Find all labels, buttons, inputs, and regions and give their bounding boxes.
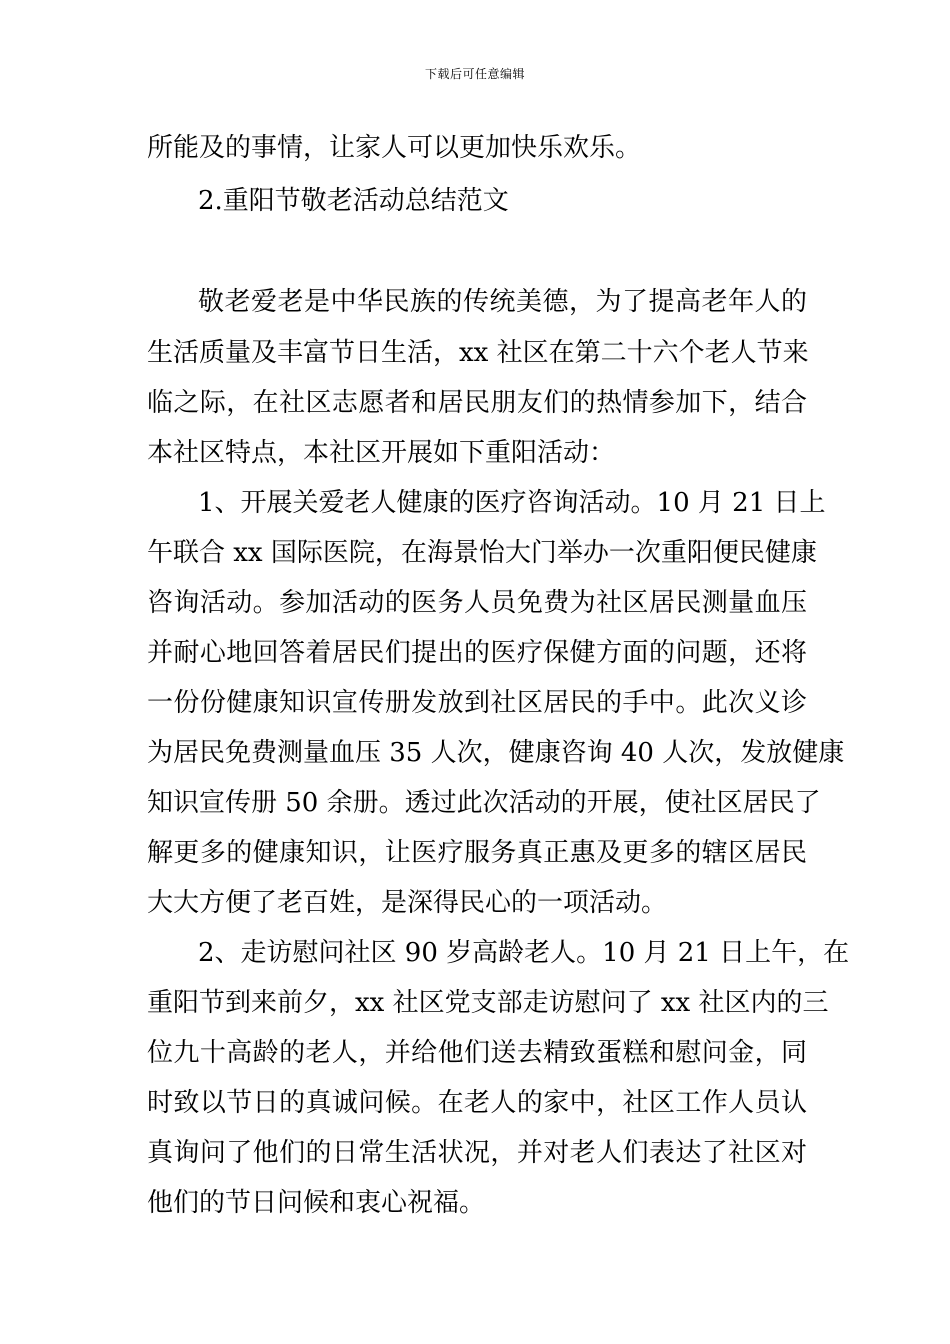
body-line: 午联合 xx 国际医院，在海景怡大门举办一次重阳便民健康 — [147, 538, 817, 568]
body-line: 敬老爱老是中华民族的传统美德，为了提高老年人的 — [198, 287, 807, 317]
body-line: 大大方便了老百姓，是深得民心的一项活动。 — [147, 888, 668, 918]
body-line: 他们的节日问候和衷心祝福。 — [147, 1188, 486, 1218]
body-line: 一份份健康知识宣传册发放到社区居民的手中。此次义诊 — [147, 688, 807, 718]
body-line: 位九十高龄的老人，并给他们送去精致蛋糕和慰问金，同 — [147, 1038, 807, 1068]
body-line: 时致以节日的真诚问候。在老人的家中，社区工作人员认 — [147, 1088, 807, 1118]
body-line: 重阳节到来前夕，xx 社区党支部走访慰问了 xx 社区内的三 — [147, 988, 829, 1018]
page-header-note: 下载后可任意编辑 — [424, 67, 525, 81]
body-line: 本社区特点，本社区开展如下重阳活动： — [147, 438, 616, 468]
body-line: 1、开展关爱老人健康的医疗咨询活动。10 月 21 日上 — [198, 488, 826, 518]
body-line: 咨询活动。参加活动的医务人员免费为社区居民测量血压 — [147, 588, 807, 618]
body-line: 为居民免费测量血压 35 人次，健康咨询 40 人次，发放健康 — [147, 738, 845, 768]
body-line: 生活质量及丰富节日生活，xx 社区在第二十六个老人节来 — [147, 338, 809, 368]
body-line: 所能及的事情，让家人可以更加快乐欢乐。 — [147, 133, 642, 163]
body-line: 解更多的健康知识，让医疗服务真正惠及更多的辖区居民 — [147, 838, 807, 868]
body-line: 知识宣传册 50 余册。透过此次活动的开展，使社区居民了 — [147, 788, 821, 818]
section-heading: 2.重阳节敬老活动总结范文 — [198, 186, 509, 216]
body-line: 真询问了他们的日常生活状况，并对老人们表达了社区对 — [147, 1138, 807, 1168]
body-line: 2、走访慰问社区 90 岁高龄老人。10 月 21 日上午，在 — [198, 938, 850, 968]
body-line: 并耐心地回答着居民们提出的医疗保健方面的问题，还将 — [147, 638, 807, 668]
body-line: 临之际，在社区志愿者和居民朋友们的热情参加下，结合 — [147, 388, 807, 418]
